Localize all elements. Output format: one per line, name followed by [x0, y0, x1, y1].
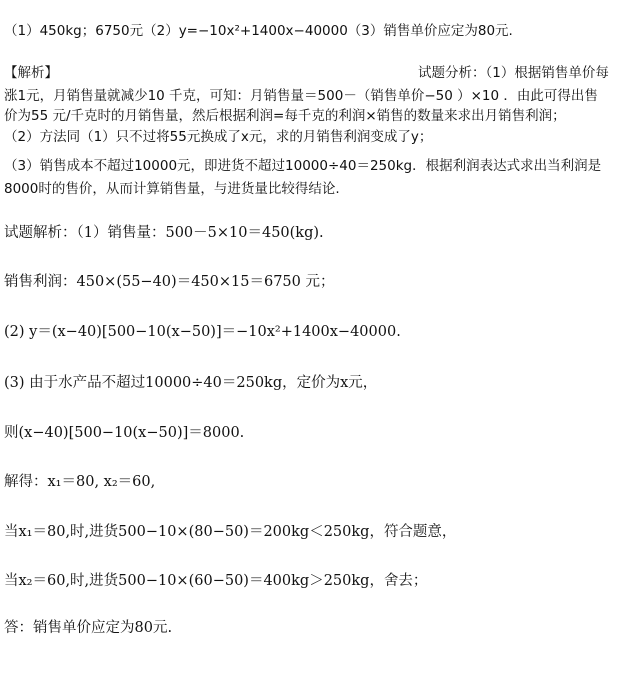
solution-step-2: 销售利润：450×(55−40)＝450×15＝6750 元； [4, 274, 335, 290]
analysis-line-3: （2）方法同（1）只不过将55元换成了x元，求的月销售利润变成了y； [4, 129, 433, 145]
analysis-line-2: 价为55 元/千克时的月销售量，然后根据利润=每千克的利润×销售的数量来求出月销售利润； [4, 108, 566, 124]
solution-step-6: 解得：x₁＝80, x₂＝60, [4, 474, 156, 490]
solution-step-1: 试题解析：（1）销售量：500－5×10＝450(kg). [4, 225, 324, 241]
analysis-heading: 试题分析：（1）根据销售单价每 [418, 65, 609, 81]
final-answer: 答：销售单价应定为80元. [4, 620, 173, 636]
analysis-line-5: 8000时的售价，从而计算销售量，与进货量比较得结论. [4, 181, 340, 197]
solution-step-4: (3) 由于水产品不超过10000÷40＝250kg，定价为x元， [4, 375, 378, 391]
analysis-tag: 【解析】 [4, 65, 58, 81]
solution-step-7: 当x₁＝80,时,进货500−10×(80−50)＝200kg＜250kg，符合题意， [4, 524, 457, 540]
solution-step-8: 当x₂＝60,时,进货500−10×(60−50)＝400kg＞250kg，舍去； [4, 573, 428, 589]
solution-step-5: 则(x−40)[500−10(x−50)]＝8000. [4, 425, 245, 441]
solution-step-3: (2) y＝(x−40)[500−10(x−50)]＝−10x²+1400x−40000. [4, 324, 401, 340]
analysis-line-4: （3）销售成本不超过10000元，即进货不超过10000÷40＝250kg．根据利润表达式求出当利润是 [4, 158, 602, 174]
answer-line: （1）450kg；6750元（2）y=−10x²+1400x−40000（3）销售单价应定为80元. [4, 23, 513, 39]
analysis-line-1: 涨1元，月销售量就减少10 千克，可知：月销售量＝500－（销售单价−50 ）×10 ．由此可得出售 [4, 88, 598, 104]
